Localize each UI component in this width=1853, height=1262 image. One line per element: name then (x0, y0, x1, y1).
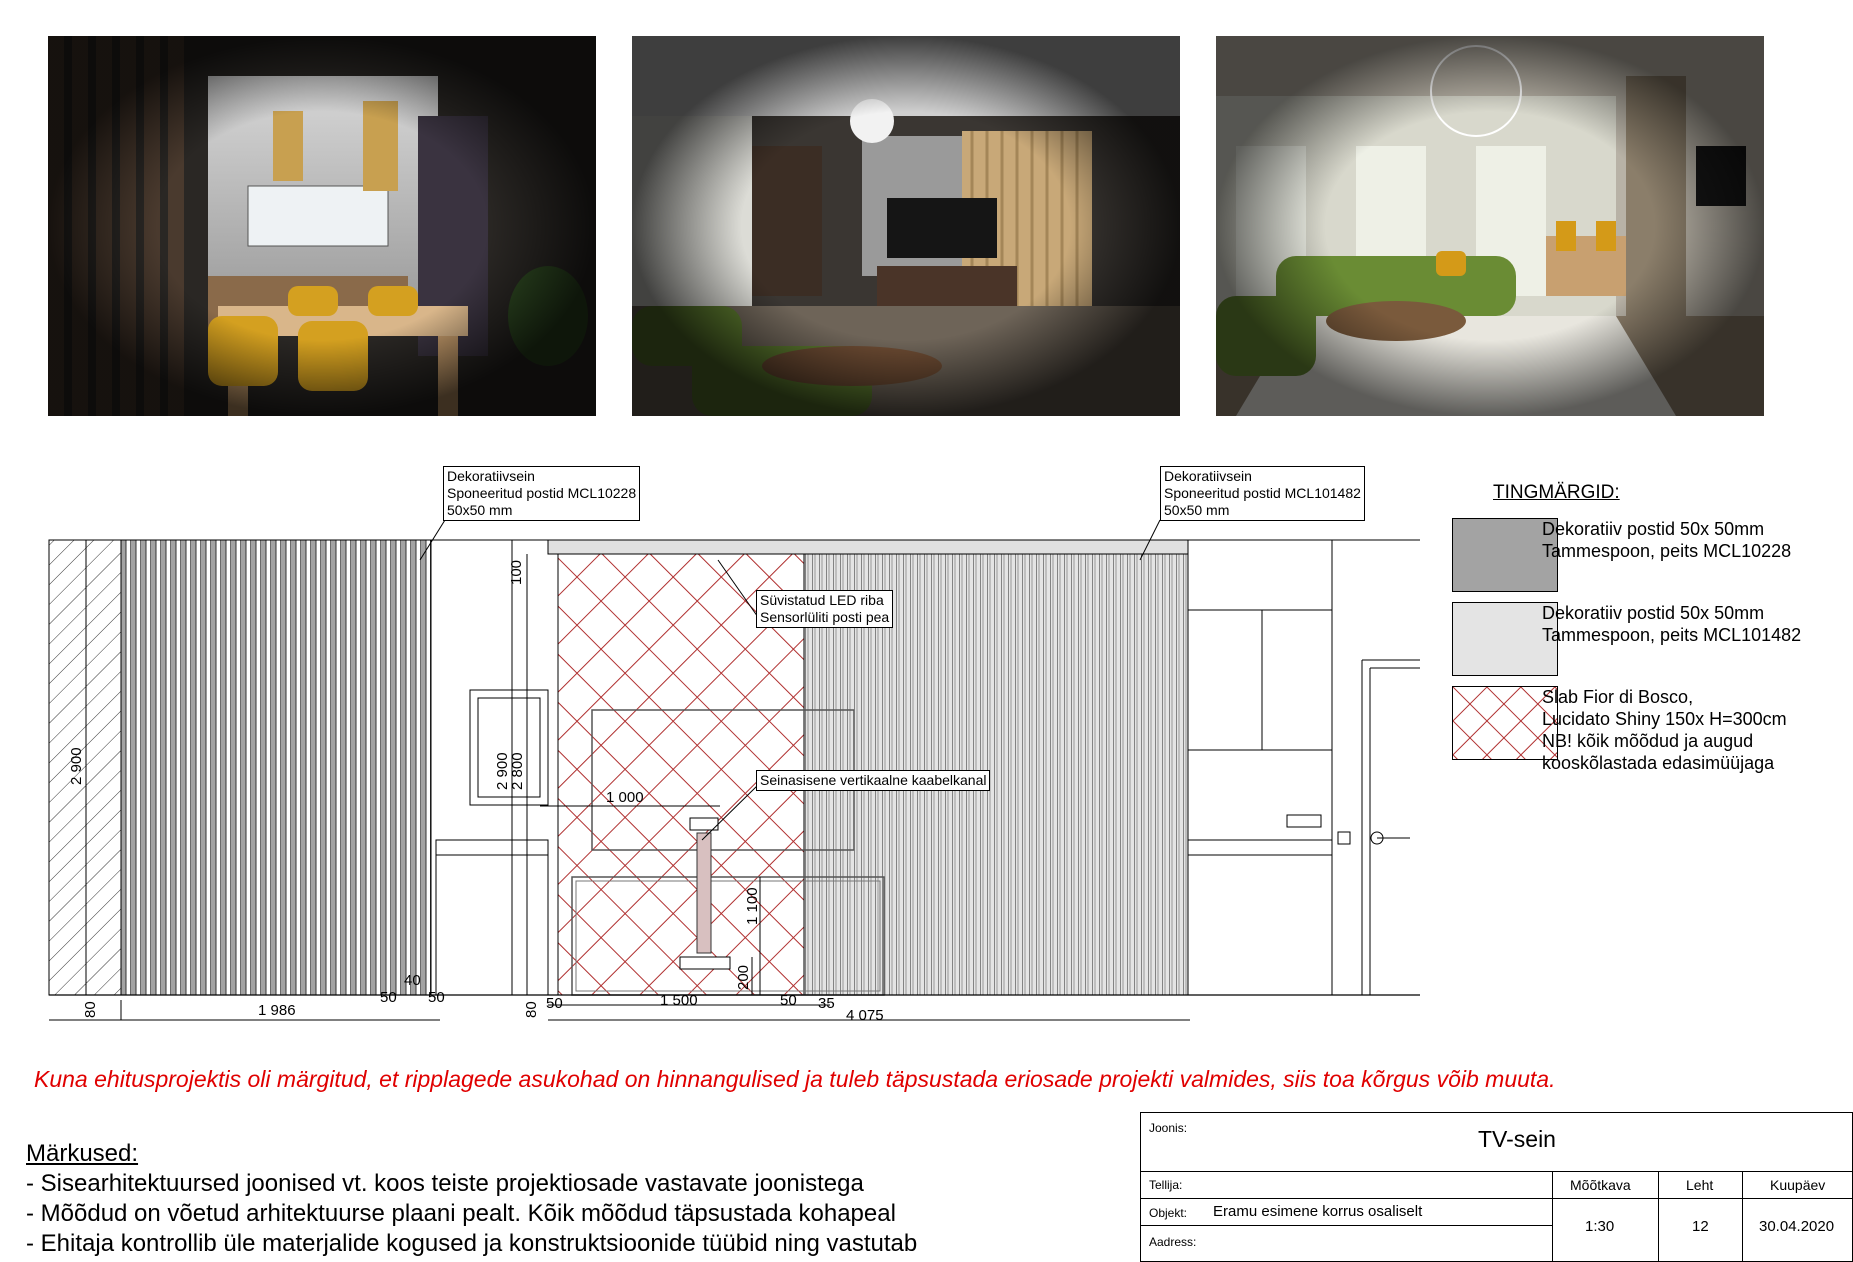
dim-1100: 1 100 (744, 887, 761, 925)
dim-35: 35 (818, 995, 835, 1012)
dim-200: 200 (735, 964, 752, 990)
titleblock-aadress-cell (1140, 1225, 1553, 1262)
notes-title: Märkused: (26, 1140, 139, 1167)
titleblock-sheet-label: Leht (1686, 1177, 1714, 1193)
titleblock-date-label: Kuupäev (1770, 1177, 1826, 1193)
dim-2800: 2 800 (509, 752, 526, 790)
dim-40: 40 (404, 972, 421, 989)
dim-4075: 4 075 (846, 1007, 884, 1024)
dim-50-a: 50 (380, 989, 397, 1006)
callout-led-strip: Süvistatud LED riba Sensorlüliti posti pea (756, 590, 893, 628)
titleblock-scale-label: Mõõtkava (1570, 1177, 1631, 1193)
dim-2900-mid: 2 900 (494, 752, 511, 790)
titleblock-sheet-value: 12 (1692, 1218, 1709, 1235)
titleblock-title: TV-sein (1478, 1126, 1556, 1152)
legend-text-dark-posts: Dekoratiiv postid 50x 50mm Tammespoon, peits MCL10228 (1542, 519, 1792, 561)
dim-1500: 1 500 (660, 992, 698, 1009)
dim-80-left: 80 (82, 1001, 99, 1018)
dim-50-c: 50 (546, 995, 563, 1012)
note-line-1: - Sisearhitektuursed joonised vt. koos teiste projektiosade vastavate joonistega (26, 1170, 864, 1197)
dim-2900-left: 2 900 (68, 747, 85, 785)
note-line-2: - Mõõdud on võetud arhitektuurse plaani pealt. Kõik mõõdud täpsustada kohapeal (26, 1200, 896, 1227)
titleblock-tellija-label: Tellija: (1149, 1178, 1183, 1192)
titleblock-aadress-label: Aadress: (1149, 1235, 1197, 1249)
titleblock-joonis-label: Joonis: (1149, 1121, 1188, 1135)
warning-note: Kuna ehitusprojektis oli märgitud, et ripplagede asukohad on hinnangulised ja tuleb täpsustada eriosade projekti valmides, siis toa kõrgus võib muuta. (34, 1066, 1556, 1092)
callout-right-wall: Dekoratiivsein Sponeeritud postid MCL101482 50x50 mm (1160, 466, 1365, 521)
legend-text-slab: Slab Fior di Bosco, Lucidato Shiny 150x H=300cm NB! kõik mõõdud ja augud kooskõlastada edasimüüjaga (1542, 687, 1787, 773)
dim-1000: 1 000 (606, 789, 644, 806)
dim-80-mid: 80 (523, 1001, 540, 1018)
dim-50-d: 50 (780, 992, 797, 1009)
callout-left-wall: Dekoratiivsein Sponeeritud postid MCL10228 50x50 mm (443, 466, 640, 521)
titleblock-date-value: 30.04.2020 (1759, 1218, 1835, 1235)
callout-cable-channel: Seinasisene vertikaalne kaabelkanal (756, 770, 990, 791)
note-line-3: - Ehitaja kontrollib üle materjalide kogused ja konstruktsioonide tüübid ning vastutab (26, 1230, 918, 1257)
titleblock-objekt-label: Objekt: (1149, 1206, 1188, 1220)
dim-1986: 1 986 (258, 1002, 296, 1019)
titleblock-tellija-cell (1140, 1171, 1553, 1199)
dim-50-b: 50 (428, 989, 445, 1006)
dim-100: 100 (508, 559, 525, 585)
titleblock-scale-value: 1:30 (1585, 1218, 1615, 1235)
titleblock-objekt-value: Eramu esimene korrus osaliselt (1213, 1203, 1423, 1220)
legend-text-light-posts: Dekoratiiv postid 50x 50mm Tammespoon, peits MCL101482 (1542, 603, 1802, 645)
legend-title: TINGMÄRGID: (1493, 482, 1620, 503)
